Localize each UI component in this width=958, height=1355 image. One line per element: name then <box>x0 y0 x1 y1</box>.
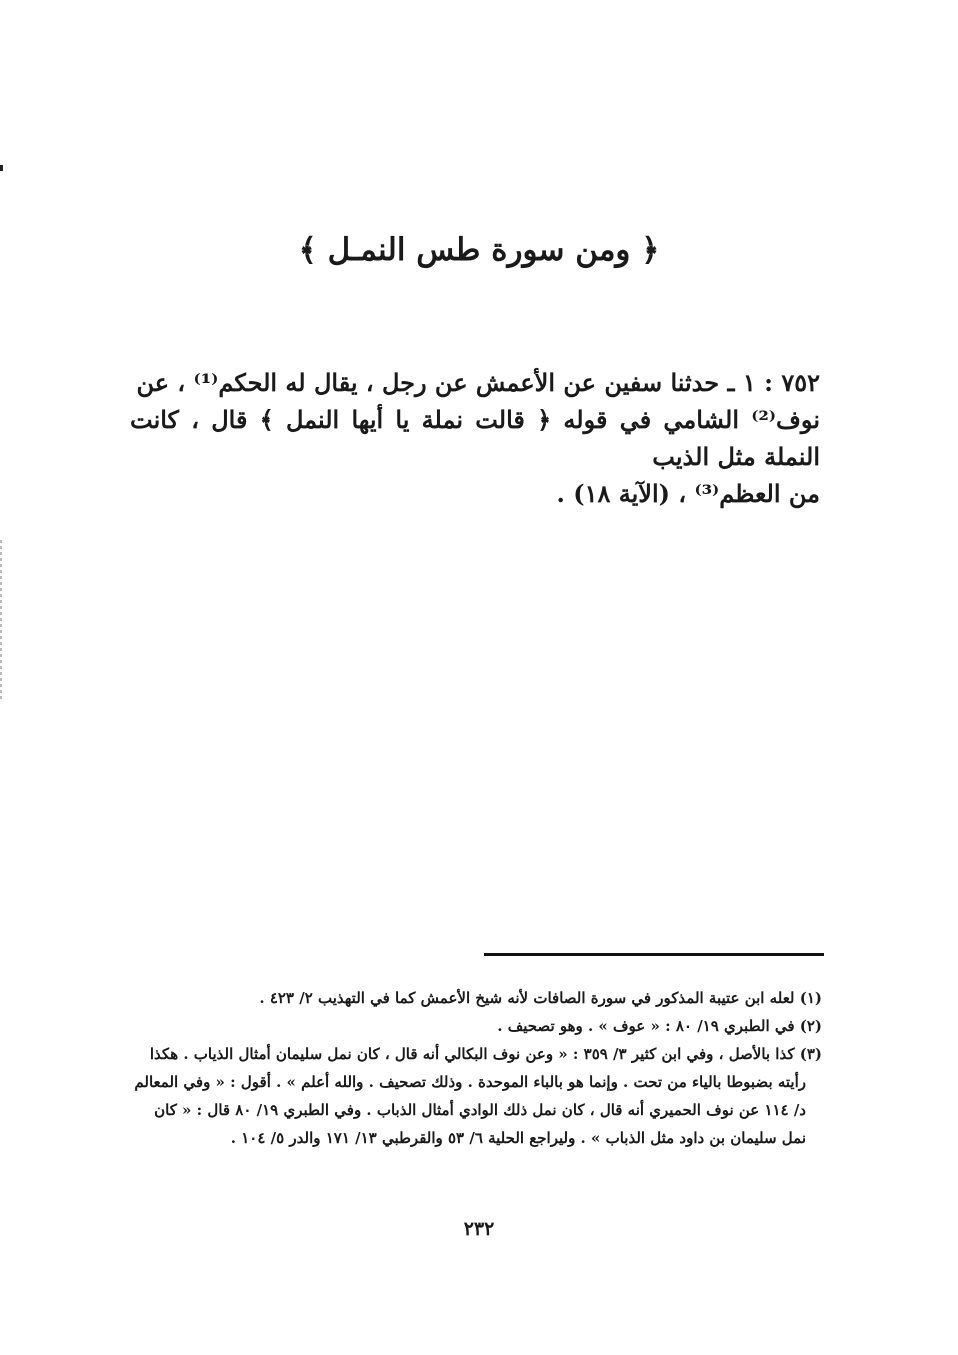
main-text-line: من العظم⁽³⁾ ، (الآية ١٨) . <box>556 479 820 508</box>
footnote-3: (٣) كذا بالأصل ، وفي ابن كثير ٣/ ٣٥٩ : « وعن نوف البكالي أنه قال ، كان نمل سليمان أمثال الذياب . هكذا <box>149 1045 822 1063</box>
footnote-separator <box>484 953 824 956</box>
scan-edge-strip <box>0 540 2 700</box>
main-text-line: ٧٥٢ : ١ ـ حدثنا سفين عن الأعمش عن رجل ، يقال له الحكم⁽¹⁾ ، عن <box>136 368 820 397</box>
page-number: ٢٣٢ <box>463 1218 495 1240</box>
footnote-3-continuation: رأيته بضبوطا بالياء من تحت . وإنما هو بالباء الموحدة . وذلك تصحيف . والله أعلم » . أقول : « وفي المعالم <box>134 1073 806 1091</box>
chapter-title: ﴿ ومن سورة طس النمـل ﴾ <box>298 232 660 268</box>
footnotes-block <box>132 984 822 1152</box>
main-text-block <box>130 364 820 512</box>
footnote-1: (١) لعله ابن عتيبة المذكور في سورة الصافات لأنه شيخ الأعمش كما في التهذيب ٢/ ٤٢٣ . <box>259 989 822 1007</box>
scan-edge-mark <box>0 165 3 171</box>
footnote-3-continuation: د/ ١١٤ عن نوف الحميري أنه قال ، كان نمل ذلك الوادي أمثال الذباب . وفي الطبري ١٩/ ٨٠ قال : « كان <box>154 1101 806 1119</box>
footnote-2: (٢) في الطبري ١٩/ ٨٠ : « عوف » . وهو تصحيف . <box>497 1017 822 1035</box>
footnote-3-continuation: نمل سليمان بن داود مثل الذباب » . وليراجع الحلية ٦/ ٥٣ والقرطبي ١٣/ ١٧١ والدر ٥/ ١٠٤ . <box>230 1129 806 1147</box>
main-text-line: نوف⁽²⁾ الشامي في قوله ﴿ قالت نملة يا أيها النمل ﴾ قال ، كانت النملة مثل الذيب <box>130 405 820 471</box>
